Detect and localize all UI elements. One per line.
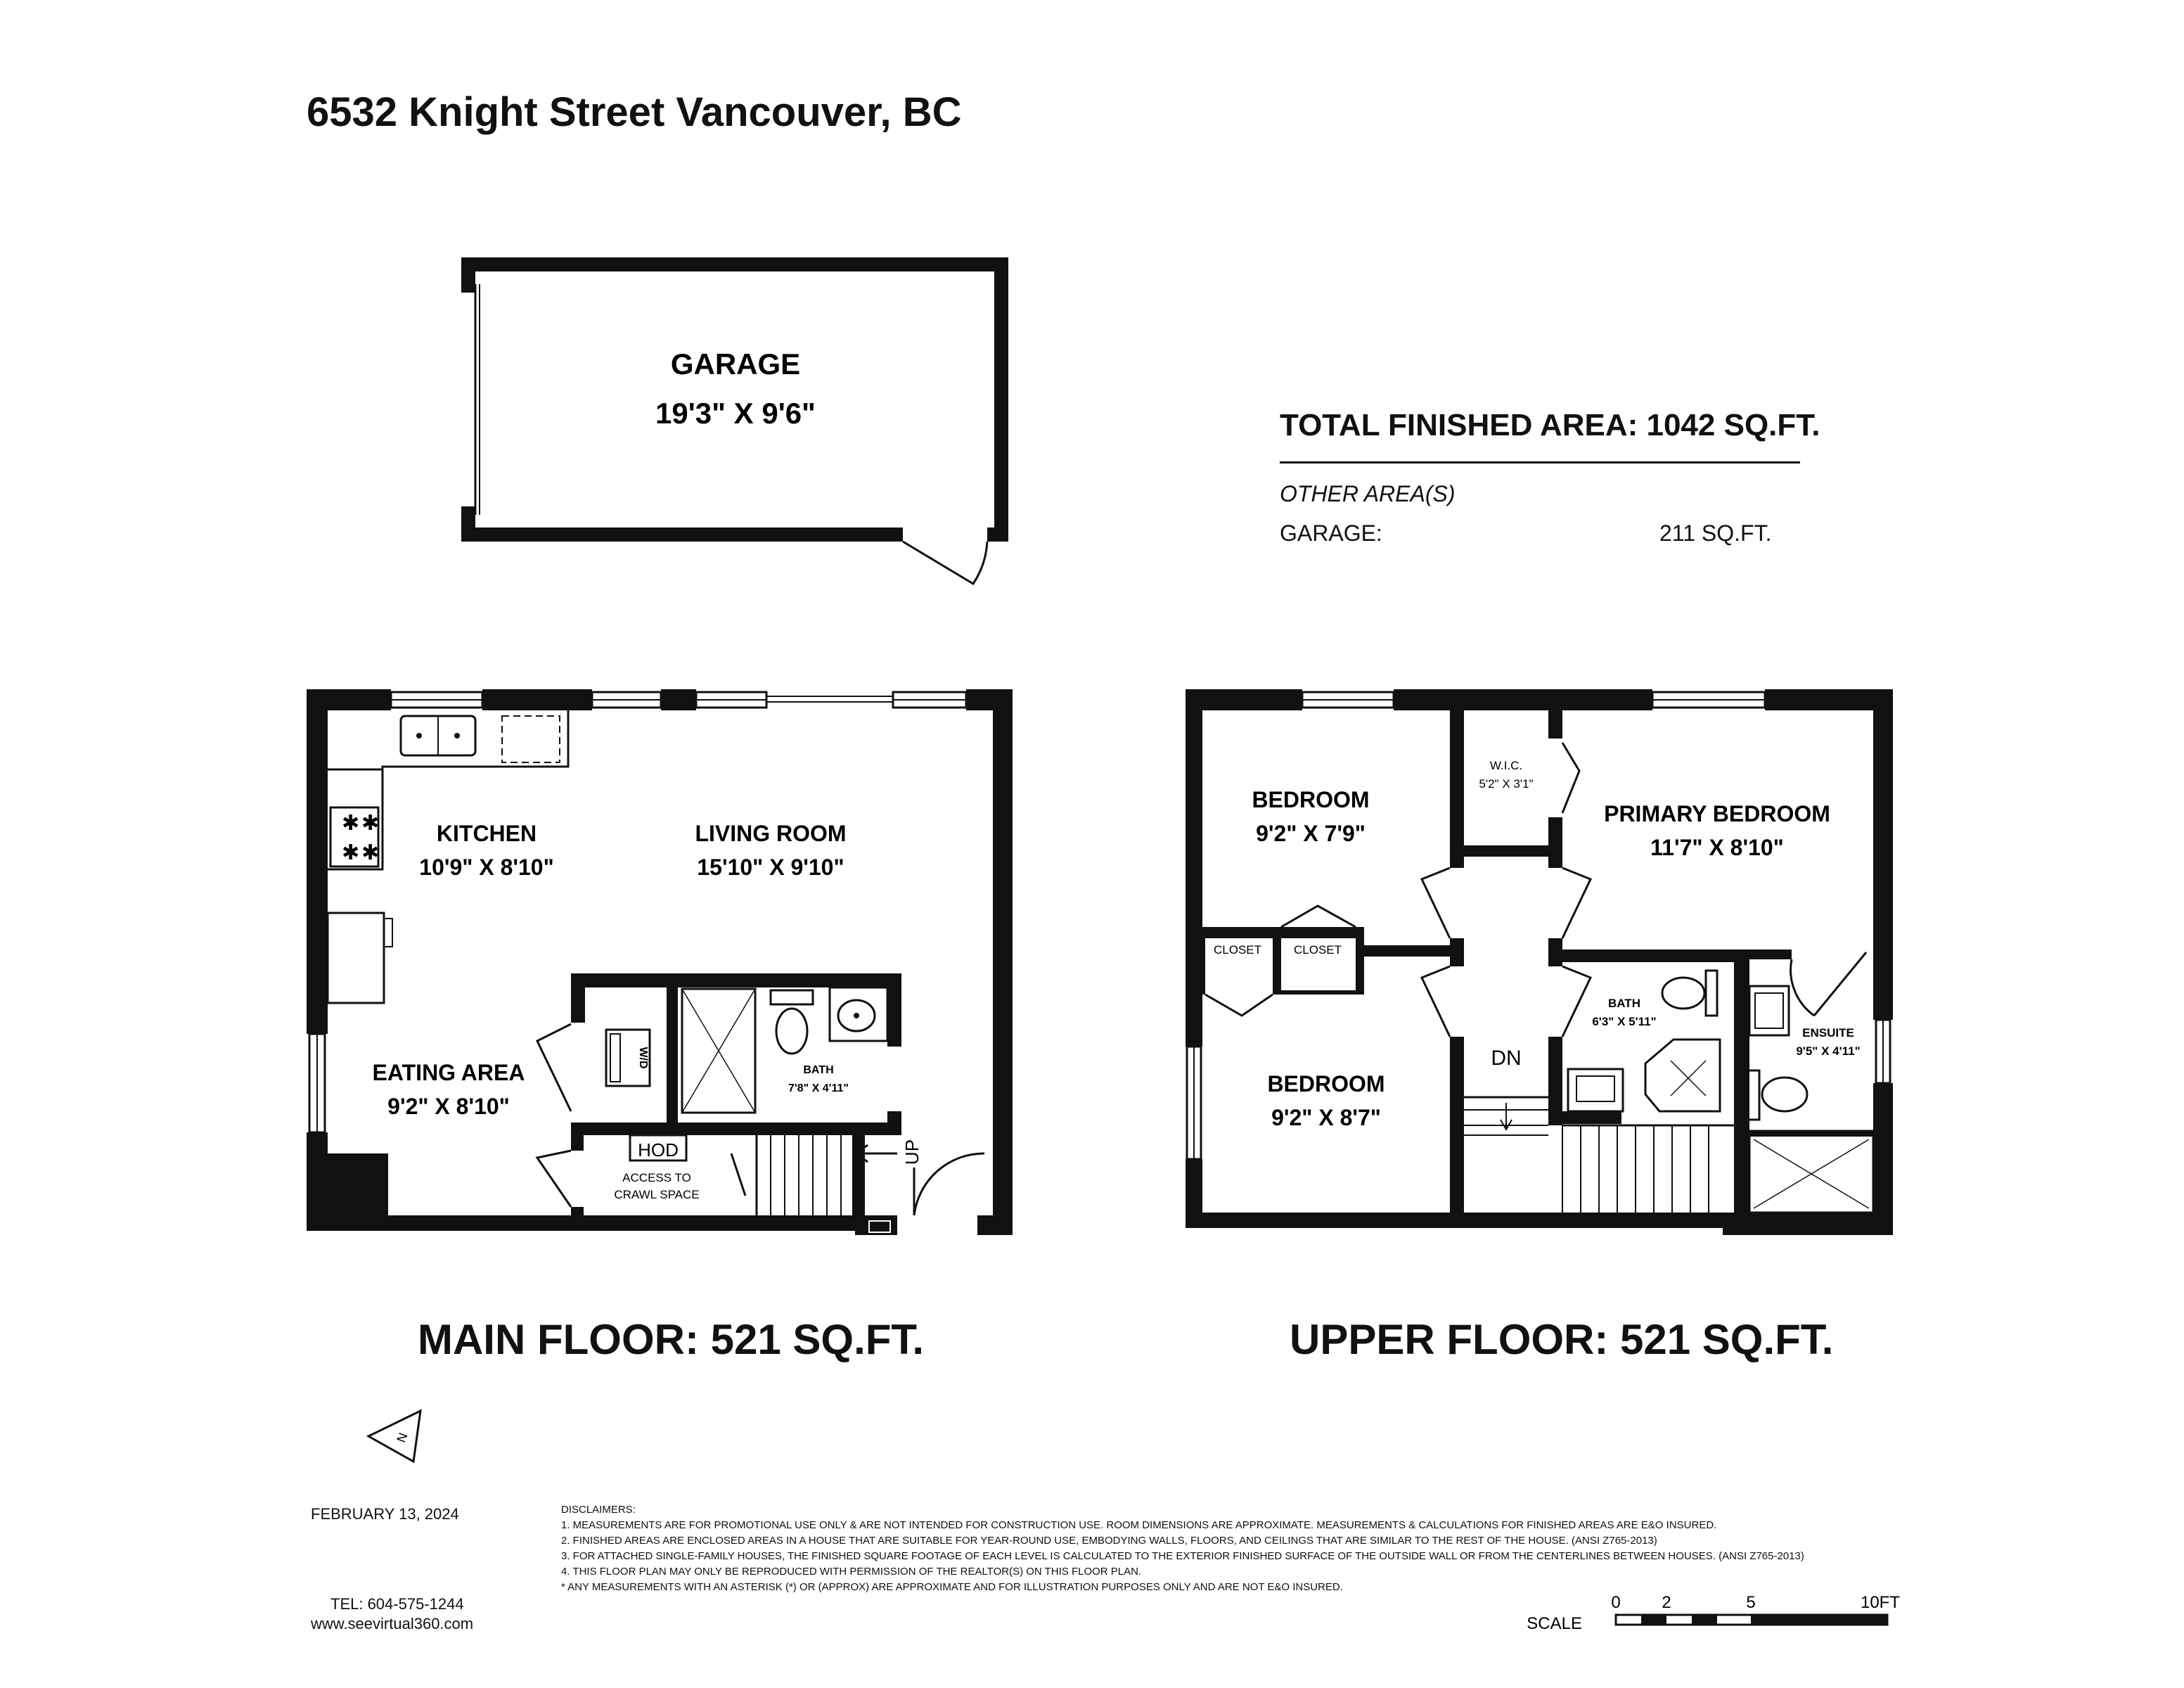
garage-name: GARAGE bbox=[670, 347, 801, 381]
north-arrow-icon bbox=[368, 1411, 420, 1462]
living-room-size: 15'10" X 9'10" bbox=[697, 855, 844, 880]
disclaimer-line: 1. MEASUREMENTS ARE FOR PROMOTIONAL USE ONLY & ARE NOT INTENDED FOR CONSTRUCTION USE. ROOM DIMENSIONS ARE APPROXIMATE. MEASUREMENTS & CALCULATIONS FOR FINISHED AREAS ARE E&O INSURED. bbox=[561, 1519, 1717, 1531]
wic-size: 5'2" X 3'1" bbox=[1479, 777, 1534, 791]
eating-area-name: EATING AREA bbox=[372, 1060, 525, 1085]
scale-tick-10: 10FT bbox=[1860, 1593, 1901, 1612]
crawl-space-label-1: ACCESS TO bbox=[622, 1171, 691, 1184]
disclaimer-line: * ANY MEASUREMENTS WITH AN ASTERISK (*) OR (APPROX) ARE APPROXIMATE AND FOR ILLUSTRATION PURPOSES ONLY AND ARE NOT E&O INSURED. bbox=[561, 1581, 1343, 1593]
scale-tick-2: 2 bbox=[1662, 1593, 1671, 1612]
total-finished-area: TOTAL FINISHED AREA: 1042 SQ.FT. bbox=[1280, 408, 1820, 442]
living-room-name: LIVING ROOM bbox=[695, 821, 847, 846]
svg-text:✱: ✱ bbox=[342, 812, 360, 835]
stairs-down-label: DN bbox=[1491, 1047, 1522, 1070]
upper-bath-name: BATH bbox=[1608, 997, 1640, 1010]
bedroom2-size: 9'2" X 8'7" bbox=[1271, 1105, 1381, 1130]
primary-bedroom-size: 11'7" X 8'10" bbox=[1650, 835, 1784, 860]
closet1-label: CLOSET bbox=[1213, 943, 1262, 957]
washer-dryer-label: W/D bbox=[637, 1047, 649, 1069]
svg-text:✱: ✱ bbox=[342, 841, 360, 864]
scale-tick-5: 5 bbox=[1746, 1593, 1756, 1612]
disclaimer-line: 2. FINISHED AREAS ARE ENCLOSED AREAS IN A HOUSE THAT ARE SUITABLE FOR YEAR-ROUND USE, EMBODYING WALLS, FLOORS, AND CEILINGS THAT ARE SIMILAR TO THE REST OF THE HOUSE. (ANSI Z765-2013) bbox=[561, 1535, 1657, 1547]
main-bath-name: BATH bbox=[803, 1064, 834, 1076]
hod-label: HOD bbox=[638, 1139, 679, 1160]
plan-date: FEBRUARY 13, 2024 bbox=[311, 1505, 459, 1523]
closet2-label: CLOSET bbox=[1293, 943, 1342, 957]
bedroom1-name: BEDROOM bbox=[1252, 787, 1370, 812]
garage-area-label: GARAGE: bbox=[1280, 520, 1382, 546]
upper-floor-label: UPPER FLOOR: 521 SQ.FT. bbox=[1290, 1316, 1834, 1363]
disclaimer-heading: DISCLAIMERS: bbox=[561, 1504, 636, 1516]
main-floor-label: MAIN FLOOR: 521 SQ.FT. bbox=[418, 1316, 925, 1363]
primary-bedroom-name: PRIMARY BEDROOM bbox=[1604, 801, 1830, 826]
disclaimer-line: 4. THIS FLOOR PLAN MAY ONLY BE REPRODUCED WITH PERMISSION OF THE REALTOR(S) ON THIS FLOOR PLAN. bbox=[561, 1566, 1142, 1578]
upper-floor-plan bbox=[1186, 689, 1893, 1235]
phone-number: TEL: 604-575-1244 bbox=[330, 1595, 464, 1613]
garage-size: 19'3" X 9'6" bbox=[655, 397, 816, 430]
kitchen-name: KITCHEN bbox=[436, 821, 537, 846]
ensuite-size: 9'5" X 4'11" bbox=[1796, 1044, 1861, 1058]
wic-name: W.I.C. bbox=[1489, 759, 1523, 772]
upper-bath-size: 6'3" X 5'11" bbox=[1592, 1015, 1657, 1028]
bedroom1-size: 9'2" X 7'9" bbox=[1256, 821, 1366, 846]
disclaimers bbox=[561, 1502, 1804, 1595]
bedroom2-name: BEDROOM bbox=[1267, 1071, 1385, 1096]
svg-text:✱: ✱ bbox=[361, 841, 380, 864]
garage-area-value: 211 SQ.FT. bbox=[1659, 520, 1772, 546]
eating-area-size: 9'2" X 8'10" bbox=[387, 1094, 510, 1119]
scale-label: SCALE bbox=[1527, 1614, 1582, 1633]
stairs-up-label: UP bbox=[901, 1139, 923, 1165]
other-areas-heading: OTHER AREA(S) bbox=[1280, 481, 1456, 506]
page-title: 6532 Knight Street Vancouver, BC bbox=[307, 89, 962, 135]
north-label: N bbox=[394, 1431, 411, 1445]
scale-bar bbox=[1616, 1615, 1887, 1625]
disclaimer-line: 3. FOR ATTACHED SINGLE-FAMILY HOUSES, THE FINISHED SQUARE FOOTAGE OF EACH LEVEL IS CALCULATED TO THE EXTERIOR FINISHED SURFACE OF THE OUTSIDE WALL OR FROM THE CENTERLINES BETWEEN HOUSES. (ANSI Z765-2013) bbox=[561, 1550, 1804, 1562]
scale-tick-0: 0 bbox=[1611, 1593, 1621, 1612]
main-bath-size: 7'8" X 4'11" bbox=[788, 1082, 849, 1094]
crawl-space-label-2: CRAWL SPACE bbox=[614, 1188, 700, 1201]
ensuite-name: ENSUITE bbox=[1802, 1026, 1854, 1040]
kitchen-size: 10'9" X 8'10" bbox=[419, 855, 554, 880]
svg-text:✱: ✱ bbox=[361, 812, 380, 835]
website-link[interactable]: www.seevirtual360.com bbox=[311, 1615, 474, 1632]
